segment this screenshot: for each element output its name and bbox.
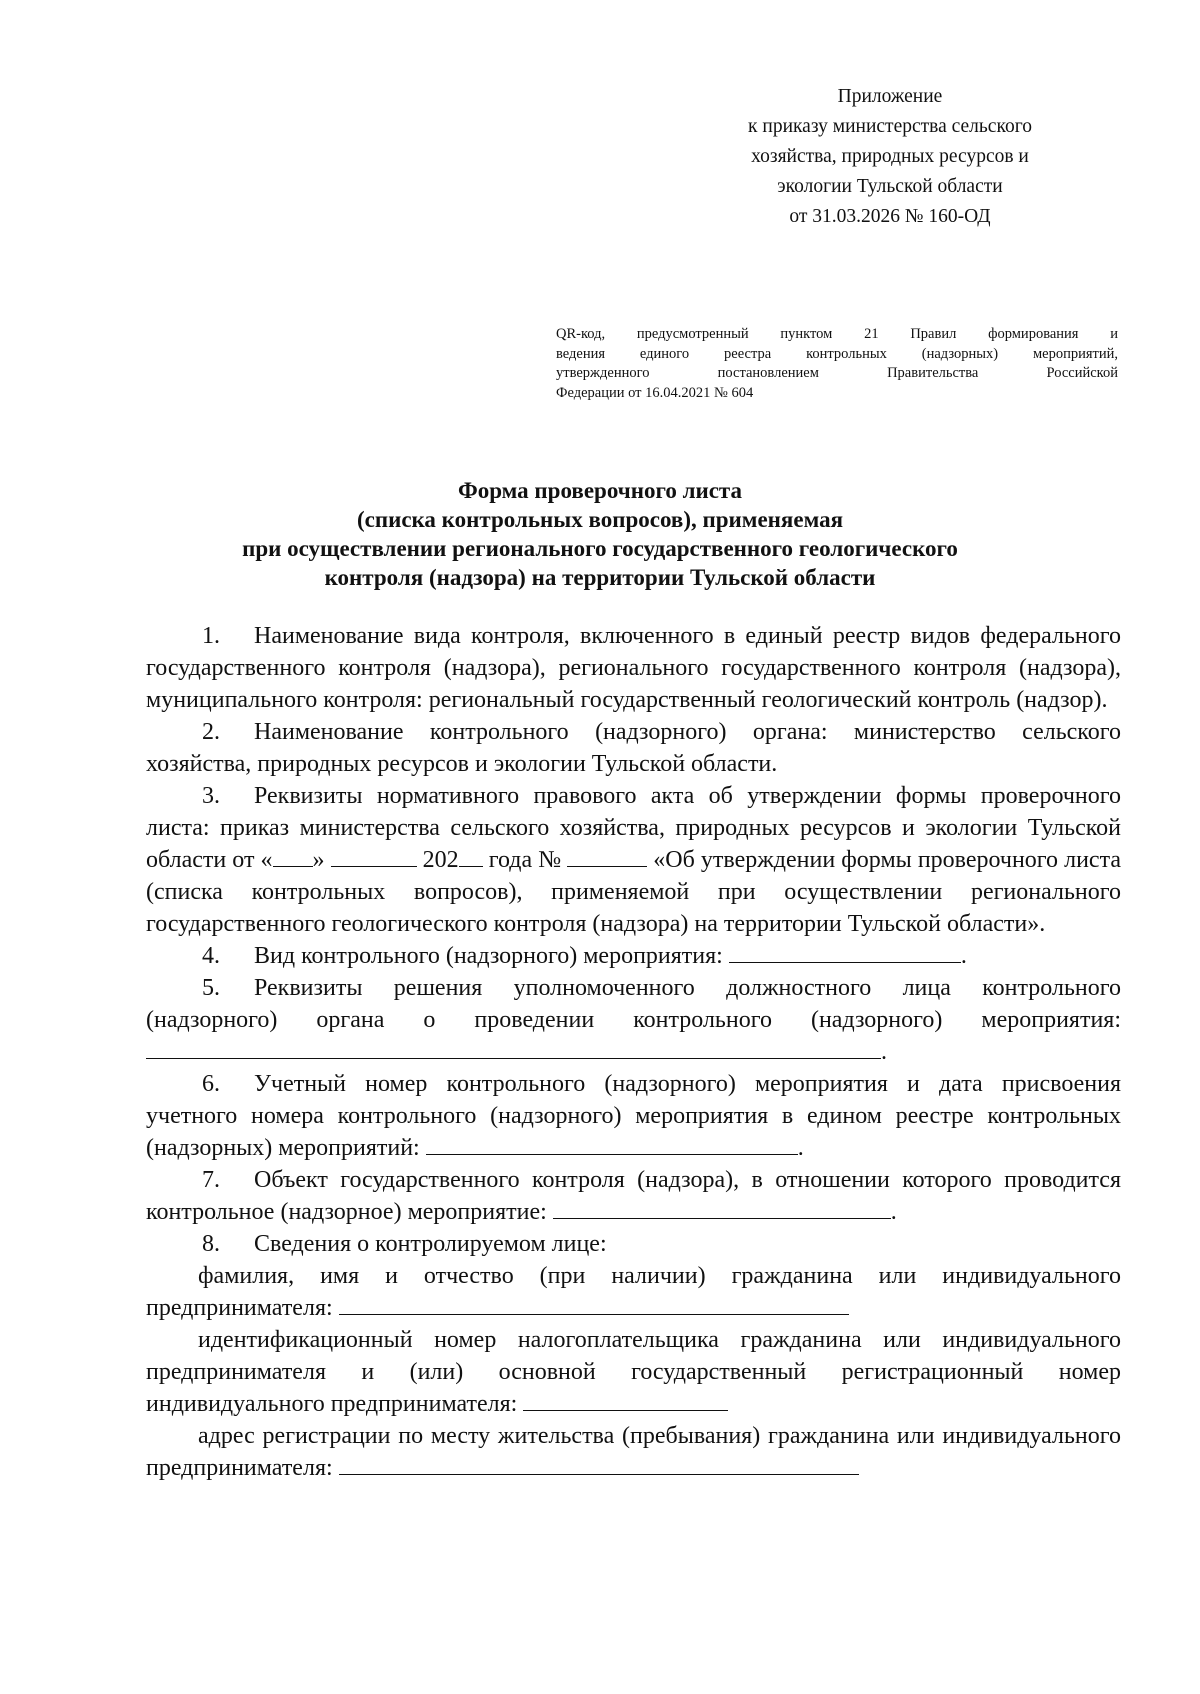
item-6 — [146, 1068, 1121, 1164]
item-text: года № — [488, 847, 562, 873]
item-end: . — [890, 1199, 897, 1225]
item-text: Реквизиты нормативного правового акта об утверждении формы проверочного листа: приказ министерства сельского хозяйства, природных ресурсов и экологии Тульской области от « — [146, 783, 1121, 873]
order-number-blank[interactable] — [567, 844, 647, 867]
registration-number-blank[interactable] — [426, 1132, 798, 1155]
field-label: адрес регистрации по месту жительства (пребывания) гражданина или индивидуального предпринимателя: — [146, 1423, 1121, 1481]
form-title — [150, 476, 1050, 592]
fio-blank[interactable] — [339, 1292, 849, 1315]
item-text: Реквизиты решения уполномоченного должностного лица контрольного (надзорного) органа о проведении контрольного (надзорного) мероприятия: — [146, 975, 1121, 1033]
item-text: Вид контрольного (надзорного) мероприятия: — [254, 943, 723, 969]
appendix-line: хозяйства, природных ресурсов и — [751, 146, 1029, 167]
item-text: Объект государственного контроля (надзора), в отношении которого проводится контрольное (надзорное) мероприятие: — [146, 1167, 1121, 1225]
appendix-header — [690, 82, 1090, 232]
item-8 — [146, 1228, 1121, 1260]
field-inn — [146, 1324, 1121, 1420]
item-end: . — [881, 1039, 887, 1065]
form-body — [146, 620, 1121, 1484]
title-line: контроля (надзора) на территории Тульской области — [324, 565, 876, 590]
qr-note-line: QR-код, предусмотренный пунктом 21 Правил формирования и — [556, 326, 1118, 342]
field-label: идентификационный номер налогоплательщика гражданина или индивидуального предпринимателя и (или) основной государственный регистрационный номер индивидуального предпринимателя: — [146, 1327, 1121, 1417]
item-number: 8. — [202, 1231, 220, 1257]
title-line: при осуществлении регионального государственного геологического — [242, 536, 958, 561]
inn-blank[interactable] — [523, 1388, 728, 1411]
item-4 — [146, 940, 1121, 972]
field-address — [146, 1420, 1121, 1484]
item-text: Наименование вида контроля, включенного в единый реестр видов федерального государственного контроля (надзора), регионального государственного контроля (надзора), муниципального контроля: региональный государственный геологический контроль (надзор). — [146, 623, 1121, 713]
qr-note-line: утвержденного постановлением Правительства Российской — [556, 365, 1118, 381]
qr-note-line: ведения единого реестра контрольных (надзорных) мероприятий, — [556, 345, 1118, 362]
item-end: . — [960, 943, 967, 969]
item-text: Учетный номер контрольного (надзорного) мероприятия и дата присвоения учетного номера контрольного (надзорного) мероприятия в едином реестре контрольных (надзорных) мероприятий: — [146, 1071, 1121, 1161]
item-number: 2. — [202, 719, 220, 745]
event-type-blank[interactable] — [729, 940, 961, 963]
item-text: » — [312, 847, 325, 873]
appendix-line: Приложение — [837, 86, 943, 107]
address-blank[interactable] — [339, 1452, 859, 1475]
month-blank[interactable] — [331, 844, 417, 867]
item-number: 3. — [202, 783, 220, 809]
item-text: «Об утверждении формы проверочного листа (списка контрольных вопросов), применяемой при осуществлении регионального государственного геологического контроля (надзора) на территории Тульской области». — [146, 847, 1122, 937]
day-blank[interactable] — [273, 844, 313, 867]
item-number: 6. — [202, 1071, 220, 1097]
item-number: 7. — [202, 1167, 220, 1193]
item-end: . — [797, 1135, 804, 1161]
title-line: (списка контрольных вопросов), применяемая — [356, 507, 844, 532]
item-number: 1. — [202, 623, 220, 649]
item-number: 5. — [202, 975, 220, 1001]
item-1 — [146, 620, 1121, 716]
appendix-line: экологии Тульской области — [777, 176, 1003, 197]
title-line: Форма проверочного листа — [457, 478, 743, 503]
item-3 — [146, 780, 1121, 940]
item-number: 4. — [202, 943, 220, 969]
year-blank[interactable] — [459, 844, 483, 867]
qr-code-note — [556, 325, 1118, 403]
field-label: фамилия, имя и отчество (при наличии) гражданина или индивидуального предпринимателя: — [146, 1263, 1121, 1321]
item-text: 202 — [422, 847, 459, 873]
control-object-blank[interactable] — [553, 1196, 891, 1219]
field-fio — [146, 1260, 1121, 1324]
item-5 — [146, 972, 1121, 1068]
item-text: Наименование контрольного (надзорного) органа: министерство сельского хозяйства, природных ресурсов и экологии Тульской области. — [146, 719, 1121, 777]
item-2 — [146, 716, 1121, 780]
item-text: Сведения о контролируемом лице: — [254, 1231, 607, 1257]
decision-details-blank[interactable] — [146, 1036, 881, 1059]
appendix-line: от 31.03.2026 № 160-ОД — [789, 206, 991, 227]
appendix-line: к приказу министерства сельского — [748, 116, 1032, 137]
item-7 — [146, 1164, 1121, 1228]
qr-note-line: Федерации от 16.04.2021 № 604 — [556, 384, 754, 401]
